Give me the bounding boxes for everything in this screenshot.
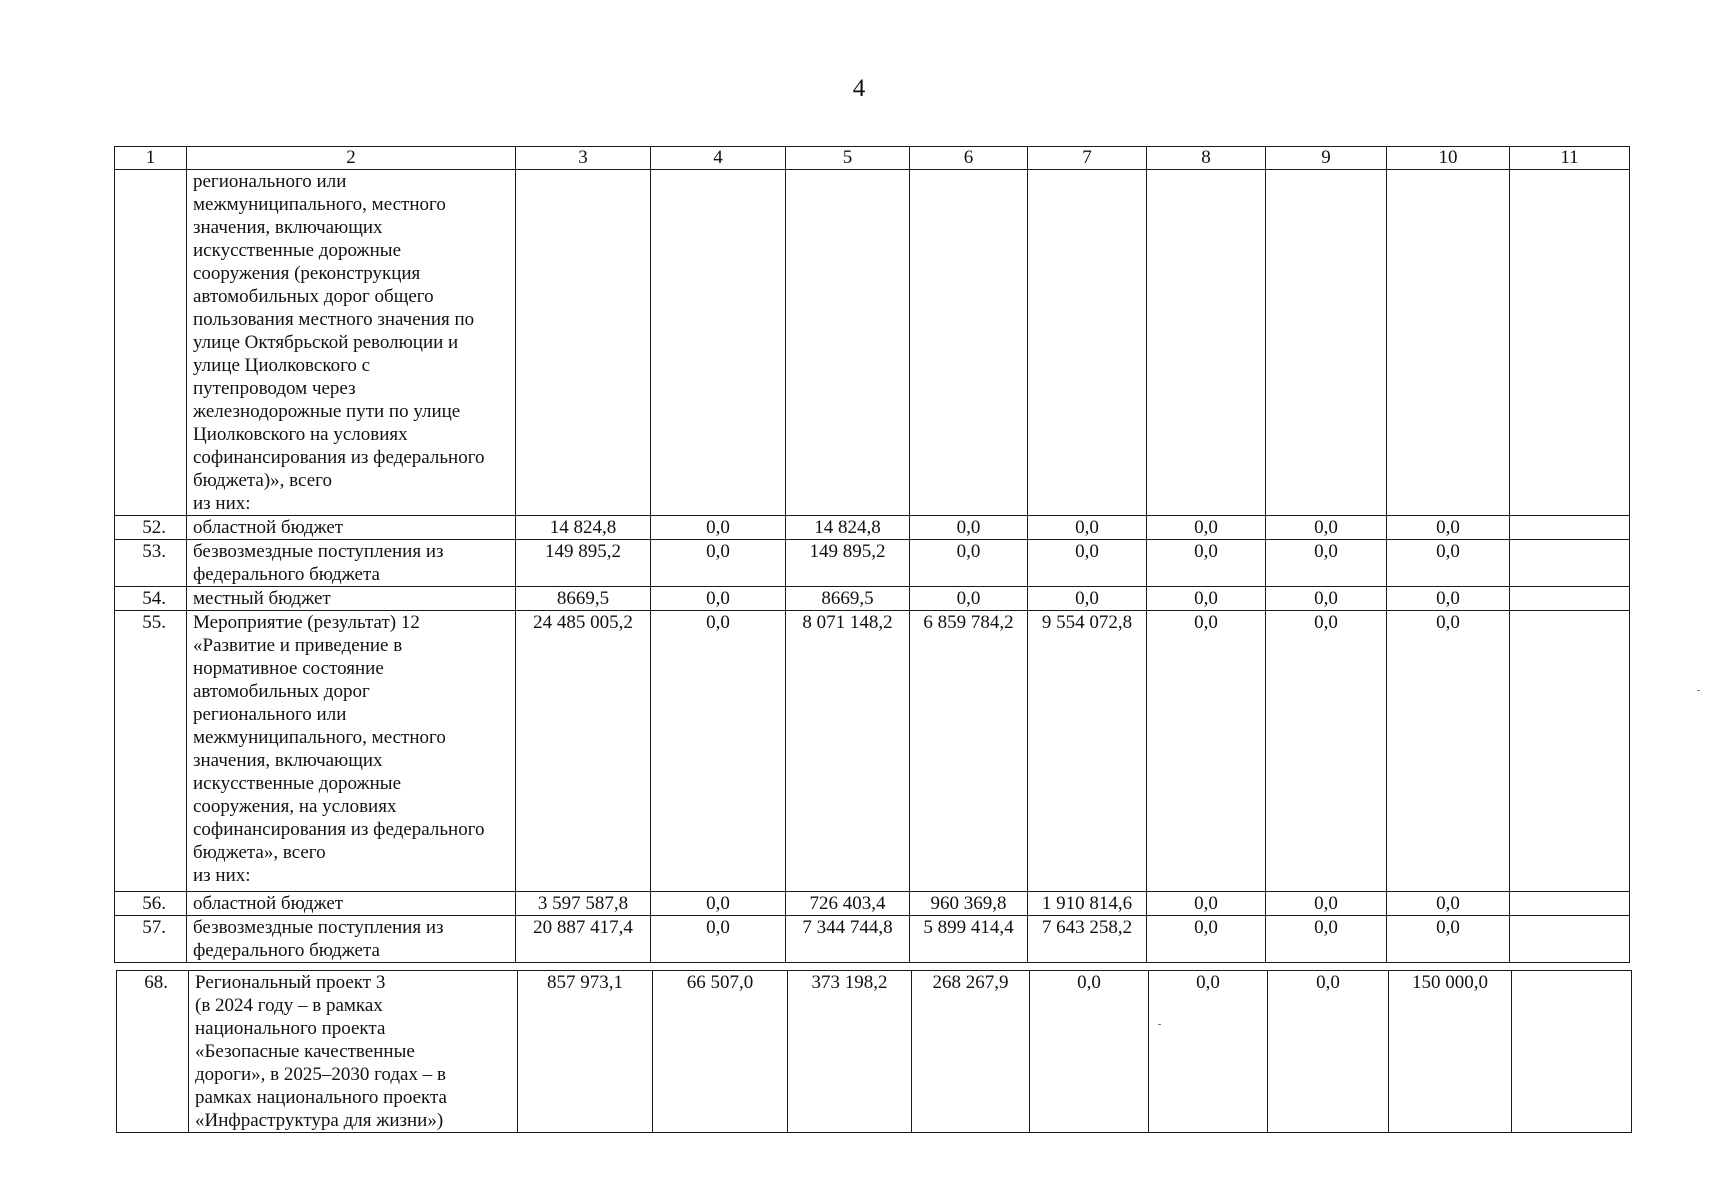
continuation-table bbox=[116, 970, 1632, 1133]
value-cell-col-4: 0,0 bbox=[651, 516, 786, 540]
table-row bbox=[115, 587, 1630, 611]
value-cell-col-3: 3 597 587,8 bbox=[516, 892, 651, 916]
row-description: регионального или межмуниципального, местного значения, включающих искусственные дорожные сооружения (реконструкция автомобильных дорог общего пользования местного значения по улице Октябрьской революции и улице Циолковского с путепроводом через железнодорожные пути по улице Циолковского на условиях софинансирования из федерального бюджета)», всего из них: bbox=[187, 170, 516, 516]
value-cell-col-6: 0,0 bbox=[910, 516, 1028, 540]
header-cell: 9 bbox=[1266, 147, 1387, 170]
page-number: 4 bbox=[852, 75, 866, 102]
value-cell-col-7: 0,0 bbox=[1030, 971, 1149, 1133]
value-cell-col-6: 0,0 bbox=[910, 540, 1028, 587]
value-cell-col-3: 20 887 417,4 bbox=[516, 916, 651, 963]
header-cell: 5 bbox=[786, 147, 910, 170]
value-cell-col-9: 0,0 bbox=[1266, 892, 1387, 916]
value-cell-col-7 bbox=[1028, 170, 1147, 516]
row-description: безвозмездные поступления из федерального бюджета bbox=[187, 540, 516, 587]
value-cell-col-7: 0,0 bbox=[1028, 540, 1147, 587]
budget-table bbox=[114, 146, 1630, 963]
value-cell-col-11 bbox=[1510, 916, 1630, 963]
value-cell-col-8: 0,0 bbox=[1147, 892, 1266, 916]
value-cell-col-9: 0,0 bbox=[1266, 916, 1387, 963]
value-cell-col-8: 0,0 bbox=[1147, 540, 1266, 587]
value-cell-col-4: 0,0 bbox=[651, 611, 786, 892]
row-description: местный бюджет bbox=[187, 587, 516, 611]
value-cell-col-6: 6 859 784,2 bbox=[910, 611, 1028, 892]
value-cell-col-11 bbox=[1510, 516, 1630, 540]
value-cell-col-7: 0,0 bbox=[1028, 516, 1147, 540]
value-cell-col-10: 0,0 bbox=[1387, 611, 1510, 892]
scan-speck bbox=[1697, 690, 1700, 691]
value-cell-col-10: 0,0 bbox=[1387, 892, 1510, 916]
header-cell: 7 bbox=[1028, 147, 1147, 170]
value-cell-col-8: 0,0 bbox=[1147, 516, 1266, 540]
value-cell-col-7: 9 554 072,8 bbox=[1028, 611, 1147, 892]
value-cell-col-9 bbox=[1266, 170, 1387, 516]
value-cell-col-7: 0,0 bbox=[1028, 587, 1147, 611]
value-cell-col-10: 0,0 bbox=[1387, 516, 1510, 540]
row-description: Мероприятие (результат) 12 «Развитие и приведение в нормативное состояние автомобильных дорог регионального или межмуниципального, местного значения, включающих искусственные дорожные сооружения, на условиях софинансирования из федерального бюджета», всего из них: bbox=[187, 611, 516, 892]
value-cell-col-11 bbox=[1510, 587, 1630, 611]
value-cell-col-10: 0,0 bbox=[1387, 540, 1510, 587]
value-cell-col-4: 0,0 bbox=[651, 916, 786, 963]
value-cell-col-6 bbox=[910, 170, 1028, 516]
value-cell-col-5: 7 344 744,8 bbox=[786, 916, 910, 963]
value-cell-col-4: 0,0 bbox=[651, 587, 786, 611]
value-cell-col-8: 0,0 bbox=[1147, 916, 1266, 963]
value-cell-col-4 bbox=[651, 170, 786, 516]
value-cell-col-6: 0,0 bbox=[910, 587, 1028, 611]
value-cell-col-10: 0,0 bbox=[1387, 587, 1510, 611]
value-cell-col-3: 149 895,2 bbox=[516, 540, 651, 587]
value-cell-col-10 bbox=[1387, 170, 1510, 516]
value-cell-col-5: 14 824,8 bbox=[786, 516, 910, 540]
header-cell: 6 bbox=[910, 147, 1028, 170]
table-row bbox=[115, 540, 1630, 587]
row-number: 52. bbox=[115, 516, 187, 540]
row-description: Региональный проект 3 (в 2024 году – в рамках национального проекта «Безопасные качественные дороги», в 2025–2030 годах – в рамках национального проекта «Инфраструктура для жизни») bbox=[189, 971, 518, 1133]
value-cell-col-8: 0,0 bbox=[1147, 611, 1266, 892]
row-number: 57. bbox=[115, 916, 187, 963]
value-cell-col-6: 960 369,8 bbox=[910, 892, 1028, 916]
value-cell-col-9: 0,0 bbox=[1266, 516, 1387, 540]
value-cell-col-3: 8669,5 bbox=[516, 587, 651, 611]
row-description: безвозмездные поступления из федерального бюджета bbox=[187, 916, 516, 963]
value-cell-col-6: 268 267,9 bbox=[912, 971, 1030, 1133]
value-cell-col-9: 0,0 bbox=[1266, 587, 1387, 611]
row-number bbox=[115, 170, 187, 516]
header-cell: 10 bbox=[1387, 147, 1510, 170]
row-description: областной бюджет bbox=[187, 892, 516, 916]
table-row bbox=[115, 516, 1630, 540]
value-cell-col-4: 0,0 bbox=[651, 892, 786, 916]
value-cell-col-3: 857 973,1 bbox=[518, 971, 653, 1133]
scan-speck bbox=[1158, 1024, 1161, 1025]
row-description: областной бюджет bbox=[187, 516, 516, 540]
value-cell-col-11 bbox=[1510, 611, 1630, 892]
value-cell-col-9: 0,0 bbox=[1266, 611, 1387, 892]
value-cell-col-9: 0,0 bbox=[1266, 540, 1387, 587]
value-cell-col-8: 0,0 bbox=[1147, 587, 1266, 611]
header-cell: 11 bbox=[1510, 147, 1630, 170]
value-cell-col-10: 150 000,0 bbox=[1389, 971, 1512, 1133]
value-cell-col-7: 1 910 814,6 bbox=[1028, 892, 1147, 916]
table-row bbox=[115, 170, 1630, 516]
value-cell-col-5 bbox=[786, 170, 910, 516]
value-cell-col-3: 24 485 005,2 bbox=[516, 611, 651, 892]
value-cell-col-6: 5 899 414,4 bbox=[910, 916, 1028, 963]
row-number: 56. bbox=[115, 892, 187, 916]
value-cell-col-5: 373 198,2 bbox=[788, 971, 912, 1133]
value-cell-col-9: 0,0 bbox=[1268, 971, 1389, 1133]
row-number: 68. bbox=[117, 971, 189, 1133]
header-cell: 8 bbox=[1147, 147, 1266, 170]
value-cell-col-11 bbox=[1510, 540, 1630, 587]
table-row bbox=[115, 892, 1630, 916]
value-cell-col-5: 8 071 148,2 bbox=[786, 611, 910, 892]
value-cell-col-8 bbox=[1147, 170, 1266, 516]
header-cell: 1 bbox=[115, 147, 187, 170]
header-cell: 2 bbox=[187, 147, 516, 170]
value-cell-col-10: 0,0 bbox=[1387, 916, 1510, 963]
value-cell-col-7: 7 643 258,2 bbox=[1028, 916, 1147, 963]
value-cell-col-5: 726 403,4 bbox=[786, 892, 910, 916]
value-cell-col-8: 0,0 bbox=[1149, 971, 1268, 1133]
value-cell-col-11 bbox=[1512, 971, 1632, 1133]
table-row bbox=[115, 916, 1630, 963]
value-cell-col-3 bbox=[516, 170, 651, 516]
row-number: 54. bbox=[115, 587, 187, 611]
row-number: 55. bbox=[115, 611, 187, 892]
row-number: 53. bbox=[115, 540, 187, 587]
table-row bbox=[115, 611, 1630, 892]
header-cell: 4 bbox=[651, 147, 786, 170]
value-cell-col-3: 14 824,8 bbox=[516, 516, 651, 540]
value-cell-col-11 bbox=[1510, 892, 1630, 916]
value-cell-col-5: 149 895,2 bbox=[786, 540, 910, 587]
value-cell-col-11 bbox=[1510, 170, 1630, 516]
header-row bbox=[115, 147, 1630, 170]
header-cell: 3 bbox=[516, 147, 651, 170]
table-row bbox=[117, 971, 1632, 1133]
value-cell-col-4: 66 507,0 bbox=[653, 971, 788, 1133]
value-cell-col-5: 8669,5 bbox=[786, 587, 910, 611]
value-cell-col-4: 0,0 bbox=[651, 540, 786, 587]
